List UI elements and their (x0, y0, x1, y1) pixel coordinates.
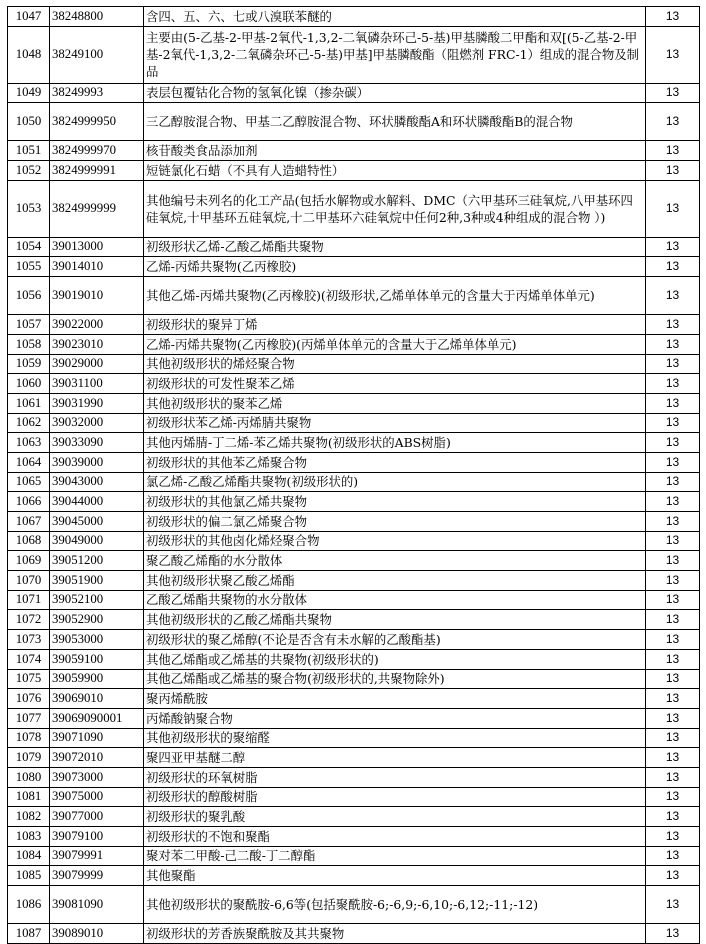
commodity-code: 38249993 (50, 83, 144, 103)
row-number: 1078 (8, 728, 50, 748)
table-row (8, 551, 700, 571)
rebate-rate: 13 (646, 257, 700, 277)
row-number: 1050 (8, 103, 50, 141)
commodity-description: 氯乙烯-乙酸乙烯酯共聚物(初级形状的) (144, 472, 646, 492)
rebate-rate: 13 (646, 886, 700, 924)
commodity-description: 三乙醇胺混合物、甲基二乙醇胺混合物、环状膦酸酯A和环状膦酸酯B的混合物 (144, 103, 646, 141)
commodity-description: 聚丙烯酰胺 (144, 689, 646, 709)
commodity-description: 初级形状的聚异丁烯 (144, 315, 646, 335)
rebate-rate: 13 (646, 413, 700, 433)
row-number: 1064 (8, 452, 50, 472)
row-number: 1084 (8, 846, 50, 866)
tariff-table-body (8, 7, 700, 944)
row-number: 1066 (8, 492, 50, 512)
commodity-description: 短链氯化石蜡（不具有人造蜡特性） (144, 161, 646, 181)
table-row (8, 257, 700, 277)
commodity-code: 39079999 (50, 866, 144, 886)
commodity-code: 3824999950 (50, 103, 144, 141)
commodity-description: 初级形状的其他苯乙烯聚合物 (144, 452, 646, 472)
row-number: 1049 (8, 83, 50, 103)
rebate-rate: 13 (646, 354, 700, 374)
commodity-code: 39019010 (50, 277, 144, 315)
table-row (8, 807, 700, 827)
table-row (8, 141, 700, 161)
row-number: 1058 (8, 334, 50, 354)
commodity-description: 其他初级形状的烯烃聚合物 (144, 354, 646, 374)
row-number: 1072 (8, 610, 50, 630)
commodity-description: 初级形状的不饱和聚酯 (144, 827, 646, 847)
rebate-rate: 13 (646, 103, 700, 141)
commodity-code: 39059100 (50, 649, 144, 669)
table-row (8, 866, 700, 886)
commodity-code: 38248800 (50, 7, 144, 27)
commodity-code: 39053000 (50, 630, 144, 650)
commodity-description: 含四、五、六、七或八溴联苯醚的 (144, 7, 646, 27)
rebate-rate: 13 (646, 7, 700, 27)
commodity-description: 其他初级形状的聚酰胺-6,6等(包括聚酰胺-6;-6,9;-6,10;-6,12;-11;-12) (144, 886, 646, 924)
row-number: 1067 (8, 512, 50, 532)
row-number: 1069 (8, 551, 50, 571)
commodity-description: 其他乙烯酯或乙烯基的聚合物(初级形状的,共聚物除外) (144, 669, 646, 689)
commodity-code: 39049000 (50, 531, 144, 551)
commodity-description: 初级形状的芳香族聚酰胺及其共聚物 (144, 924, 646, 944)
commodity-code: 39031990 (50, 393, 144, 413)
row-number: 1056 (8, 277, 50, 315)
commodity-description: 初级形状的偏二氯乙烯聚合物 (144, 512, 646, 532)
commodity-description: 其他初级形状聚乙酸乙烯酯 (144, 571, 646, 591)
commodity-description: 其他初级形状的聚苯乙烯 (144, 393, 646, 413)
commodity-description: 初级形状乙烯-乙酸乙烯酯共聚物 (144, 237, 646, 257)
table-row (8, 315, 700, 335)
table-row (8, 610, 700, 630)
table-row (8, 180, 700, 237)
table-row (8, 452, 700, 472)
commodity-code: 38249100 (50, 26, 144, 83)
commodity-description: 初级形状的其他卤化烯烃聚合物 (144, 531, 646, 551)
tariff-table (7, 6, 700, 944)
table-row (8, 590, 700, 610)
commodity-code: 39031100 (50, 374, 144, 394)
table-row (8, 393, 700, 413)
rebate-rate: 13 (646, 315, 700, 335)
rebate-rate: 13 (646, 649, 700, 669)
rebate-rate: 13 (646, 26, 700, 83)
table-row (8, 492, 700, 512)
row-number: 1061 (8, 393, 50, 413)
commodity-code: 39072010 (50, 748, 144, 768)
table-row (8, 472, 700, 492)
rebate-rate: 13 (646, 551, 700, 571)
table-row (8, 708, 700, 728)
commodity-code: 39077000 (50, 807, 144, 827)
rebate-rate: 13 (646, 827, 700, 847)
commodity-code: 39073000 (50, 767, 144, 787)
table-row (8, 531, 700, 551)
commodity-code: 39075000 (50, 787, 144, 807)
row-number: 1070 (8, 571, 50, 591)
table-row (8, 83, 700, 103)
table-row (8, 787, 700, 807)
rebate-rate: 13 (646, 689, 700, 709)
commodity-description: 其他丙烯腈-丁二烯-苯乙烯共聚物(初级形状的ABS树脂) (144, 433, 646, 453)
commodity-code: 39014010 (50, 257, 144, 277)
row-number: 1055 (8, 257, 50, 277)
table-row (8, 512, 700, 532)
table-row (8, 413, 700, 433)
commodity-code: 3824999970 (50, 141, 144, 161)
table-row (8, 689, 700, 709)
commodity-description: 丙烯酸钠聚合物 (144, 708, 646, 728)
commodity-code: 3824999999 (50, 180, 144, 237)
rebate-rate: 13 (646, 866, 700, 886)
commodity-description: 其他编号未列名的化工产品(包括水解物或水解料、DMC（六甲基环三硅氧烷,八甲基环四硅氧烷,十甲基环五硅氧烷,十二甲基环六硅氧烷中任何2种,3种或4种组成的混合物 ）) (144, 180, 646, 237)
commodity-code: 39081090 (50, 886, 144, 924)
row-number: 1048 (8, 26, 50, 83)
row-number: 1074 (8, 649, 50, 669)
commodity-description: 聚对苯二甲酸-己二酸-丁二醇酯 (144, 846, 646, 866)
table-row (8, 354, 700, 374)
rebate-rate: 13 (646, 924, 700, 944)
rebate-rate: 13 (646, 83, 700, 103)
row-number: 1083 (8, 827, 50, 847)
row-number: 1053 (8, 180, 50, 237)
commodity-code: 39079991 (50, 846, 144, 866)
commodity-description: 其他乙烯酯或乙烯基的共聚物(初级形状的) (144, 649, 646, 669)
commodity-description: 乙酸乙烯酯共聚物的水分散体 (144, 590, 646, 610)
commodity-description: 核苷酸类食品添加剂 (144, 141, 646, 161)
commodity-code: 39079100 (50, 827, 144, 847)
commodity-code: 39071090 (50, 728, 144, 748)
rebate-rate: 13 (646, 590, 700, 610)
row-number: 1085 (8, 866, 50, 886)
commodity-description: 主要由(5-乙基-2-甲基-2氧代-1,3,2-二氧磷杂环己-5-基)甲基膦酸二甲酯和双[(5-乙基-2-甲基-2氧代-1,3,2-二氧磷杂环己-5-基)甲基]甲基膦酸酯（阻燃剂 FRC-1）组成的混合物及制品 (144, 26, 646, 83)
table-row (8, 748, 700, 768)
rebate-rate: 13 (646, 393, 700, 413)
table-row (8, 728, 700, 748)
row-number: 1087 (8, 924, 50, 944)
row-number: 1047 (8, 7, 50, 27)
commodity-code: 39023010 (50, 334, 144, 354)
table-row (8, 767, 700, 787)
row-number: 1051 (8, 141, 50, 161)
row-number: 1086 (8, 886, 50, 924)
commodity-code: 39089010 (50, 924, 144, 944)
commodity-code: 39022000 (50, 315, 144, 335)
commodity-code: 39052100 (50, 590, 144, 610)
rebate-rate: 13 (646, 277, 700, 315)
commodity-description: 聚乙酸乙烯酯的水分散体 (144, 551, 646, 571)
row-number: 1054 (8, 237, 50, 257)
row-number: 1082 (8, 807, 50, 827)
row-number: 1059 (8, 354, 50, 374)
table-row (8, 649, 700, 669)
rebate-rate: 13 (646, 374, 700, 394)
row-number: 1063 (8, 433, 50, 453)
commodity-code: 39069010 (50, 689, 144, 709)
commodity-code: 39059900 (50, 669, 144, 689)
rebate-rate: 13 (646, 787, 700, 807)
table-row (8, 277, 700, 315)
row-number: 1062 (8, 413, 50, 433)
table-row (8, 334, 700, 354)
row-number: 1057 (8, 315, 50, 335)
commodity-code: 39043000 (50, 472, 144, 492)
row-number: 1081 (8, 787, 50, 807)
row-number: 1065 (8, 472, 50, 492)
commodity-description: 初级形状的聚乙烯醇(不论是否含有未水解的乙酸酯基) (144, 630, 646, 650)
commodity-description: 其他初级形状的乙酸乙烯酯共聚物 (144, 610, 646, 630)
commodity-code: 39052900 (50, 610, 144, 630)
commodity-code: 39051900 (50, 571, 144, 591)
commodity-description: 初级形状的聚乳酸 (144, 807, 646, 827)
commodity-description: 乙烯-丙烯共聚物(乙丙橡胶)(丙烯单体单元的含量大于乙烯单体单元) (144, 334, 646, 354)
commodity-code: 39051200 (50, 551, 144, 571)
commodity-description: 聚四亚甲基醚二醇 (144, 748, 646, 768)
commodity-description: 初级形状的其他氯乙烯共聚物 (144, 492, 646, 512)
rebate-rate: 13 (646, 846, 700, 866)
rebate-rate: 13 (646, 452, 700, 472)
table-row (8, 886, 700, 924)
commodity-description: 初级形状的醇酸树脂 (144, 787, 646, 807)
table-row (8, 846, 700, 866)
tariff-table-sheet (7, 6, 699, 944)
rebate-rate: 13 (646, 492, 700, 512)
rebate-rate: 13 (646, 767, 700, 787)
commodity-code: 39029000 (50, 354, 144, 374)
rebate-rate: 13 (646, 807, 700, 827)
commodity-code: 3824999991 (50, 161, 144, 181)
row-number: 1076 (8, 689, 50, 709)
row-number: 1073 (8, 630, 50, 650)
commodity-code: 39033090 (50, 433, 144, 453)
table-row (8, 161, 700, 181)
row-number: 1080 (8, 767, 50, 787)
rebate-rate: 13 (646, 334, 700, 354)
rebate-rate: 13 (646, 708, 700, 728)
table-row (8, 827, 700, 847)
commodity-code: 39013000 (50, 237, 144, 257)
rebate-rate: 13 (646, 161, 700, 181)
commodity-description: 其他初级形状的聚缩醛 (144, 728, 646, 748)
rebate-rate: 13 (646, 141, 700, 161)
commodity-description: 其他聚酯 (144, 866, 646, 886)
rebate-rate: 13 (646, 237, 700, 257)
row-number: 1071 (8, 590, 50, 610)
table-row (8, 374, 700, 394)
rebate-rate: 13 (646, 472, 700, 492)
commodity-code: 39044000 (50, 492, 144, 512)
commodity-code: 39045000 (50, 512, 144, 532)
commodity-description: 初级形状的可发性聚苯乙烯 (144, 374, 646, 394)
rebate-rate: 13 (646, 630, 700, 650)
row-number: 1068 (8, 531, 50, 551)
commodity-description: 表层包覆钴化合物的氢氧化镍（掺杂碳） (144, 83, 646, 103)
table-row (8, 7, 700, 27)
rebate-rate: 13 (646, 180, 700, 237)
rebate-rate: 13 (646, 728, 700, 748)
commodity-description: 乙烯-丙烯共聚物(乙丙橡胶) (144, 257, 646, 277)
table-row (8, 630, 700, 650)
table-row (8, 237, 700, 257)
commodity-description: 其他乙烯-丙烯共聚物(乙丙橡胶)(初级形状,乙烯单体单元的含量大于丙烯单体单元) (144, 277, 646, 315)
table-row (8, 433, 700, 453)
commodity-code: 39032000 (50, 413, 144, 433)
rebate-rate: 13 (646, 531, 700, 551)
rebate-rate: 13 (646, 610, 700, 630)
row-number: 1075 (8, 669, 50, 689)
table-row (8, 103, 700, 141)
commodity-code: 39069090001 (50, 708, 144, 728)
commodity-description: 初级形状的环氧树脂 (144, 767, 646, 787)
row-number: 1079 (8, 748, 50, 768)
commodity-description: 初级形状苯乙烯-丙烯腈共聚物 (144, 413, 646, 433)
rebate-rate: 13 (646, 571, 700, 591)
row-number: 1060 (8, 374, 50, 394)
row-number: 1077 (8, 708, 50, 728)
rebate-rate: 13 (646, 669, 700, 689)
rebate-rate: 13 (646, 512, 700, 532)
rebate-rate: 13 (646, 748, 700, 768)
row-number: 1052 (8, 161, 50, 181)
table-row (8, 669, 700, 689)
commodity-code: 39039000 (50, 452, 144, 472)
table-row (8, 26, 700, 83)
table-row (8, 571, 700, 591)
rebate-rate: 13 (646, 433, 700, 453)
